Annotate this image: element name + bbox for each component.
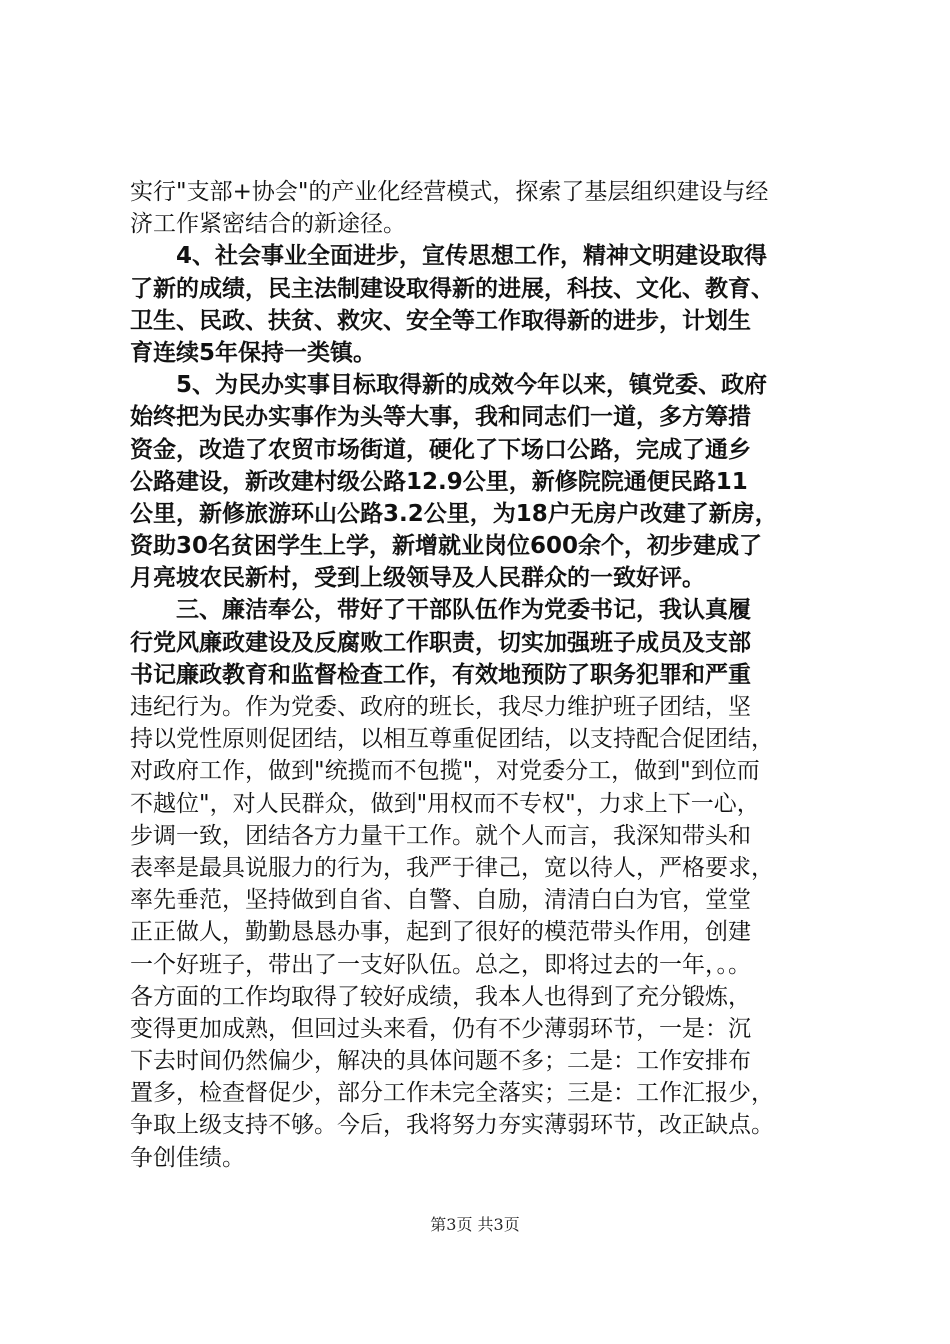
text-line: 下去时间仍然偏少，解决的具体问题不多；二是：工作安排布	[130, 1048, 751, 1075]
text-line: 不越位"，对人民群众，做到"用权而不专权"，力求上下一心，	[130, 790, 760, 817]
page-footer: 第3页 共3页	[430, 1215, 520, 1234]
text-line: 步调一致，团结各方力量干工作。就个人而言，我深知带头和	[130, 822, 751, 849]
text-line: 资助30名贫困学生上学，新增就业岗位600余个，初步建成了	[130, 533, 763, 560]
text-line: 对政府工作，做到"统揽而不包揽"，对党委分工，做到"到位而	[130, 758, 760, 785]
text-line: 表率是最具说服力的行为，我严于律己，宽以待人，严格要求，	[130, 854, 774, 881]
text-line: 资金，改造了农贸市场街道，硬化了下场口公路，完成了通乡	[130, 436, 751, 463]
text-line: 正正做人，勤勤恳恳办事，起到了很好的模范带头作用，创建	[130, 919, 751, 946]
text-line: 5、为民办实事目标取得新的成效今年以来，镇党委、政府	[176, 372, 768, 399]
text-line: 争创佳绩。	[130, 1144, 245, 1171]
text-line: 公里，新修旅游环山公路3.2公里，为18户无房户改建了新房，	[130, 500, 778, 527]
text-line: 济工作紧密结合的新途径。	[130, 211, 406, 238]
text-line: 率先垂范，坚持做到自省、自警、自励，清清白白为官，堂堂	[130, 887, 751, 914]
text-line: 了新的成绩，民主法制建设取得新的进展，科技、文化、教育、	[130, 275, 774, 302]
text-line: 各方面的工作均取得了较好成绩，我本人也得到了充分锻炼，	[130, 983, 751, 1010]
text-line: 持以党性原则促团结，以相互尊重促团结，以支持配合促团结，	[130, 726, 774, 753]
text-line: 变得更加成熟，但回过头来看，仍有不少薄弱环节，一是：沉	[130, 1015, 751, 1042]
text-line: 争取上级支持不够。今后，我将努力夯实薄弱环节，改正缺点。	[130, 1112, 774, 1139]
text-line: 育连续5年保持一类镇。	[130, 339, 377, 366]
text-line: 卫生、民政、扶贫、救灾、安全等工作取得新的进步，计划生	[130, 307, 751, 334]
text-line: 月亮坡农民新村，受到上级领导及人民群众的一致好评。	[130, 565, 705, 592]
text-line: 行党风廉政建设及反腐败工作职责，切实加强班子成员及支部	[130, 629, 751, 656]
text-line: 置多，检查督促少，部分工作未完全落实；三是：工作汇报少，	[130, 1080, 774, 1107]
text-line: 违纪行为。作为党委、政府的班长，我尽力维护班子团结，坚	[130, 694, 751, 720]
text-line: 始终把为民办实事作为头等大事，我和同志们一道，多方筹措	[130, 404, 751, 431]
text-line: 实行"支部+协会"的产业化经营模式，探索了基层组织建设与经	[130, 179, 769, 205]
text-line: 4、社会事业全面进步，宣传思想工作，精神文明建设取得	[176, 243, 768, 270]
text-line: 三、廉洁奉公，带好了干部队伍作为党委书记，我认真履	[176, 597, 751, 624]
body-text	[130, 176, 860, 1174]
text-line: 一个好班子，带出了一支好队伍。总之，即将过去的一年，。。	[130, 951, 751, 978]
text-line: 公路建设，新改建村级公路12.9公里，新修院院通便民路11	[130, 468, 748, 495]
text-line: 书记廉政教育和监督检查工作，有效地预防了职务犯罪和严重	[130, 661, 751, 688]
